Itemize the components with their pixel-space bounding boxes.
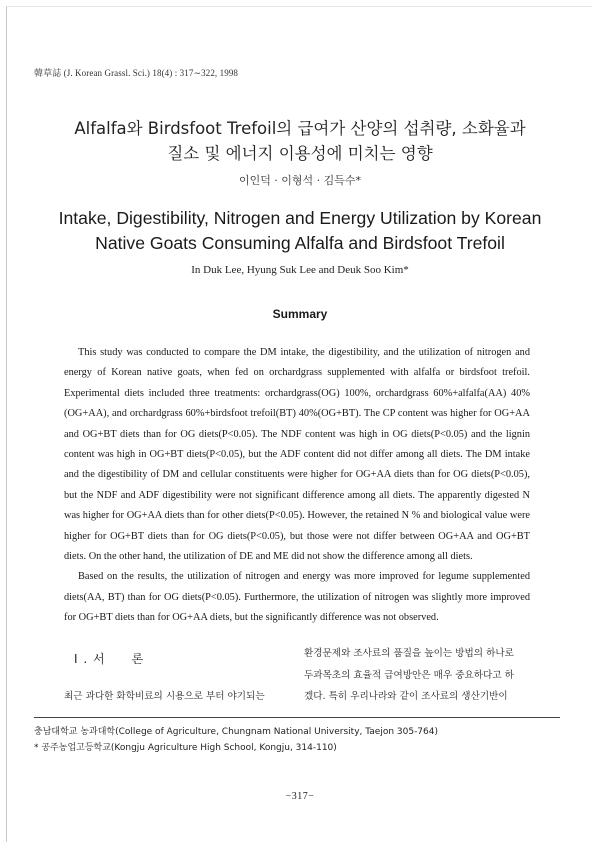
korean-title-line-1: Alfalfa와 Birdsfoot Trefoil의 급여가 산양의 섭취량, 소화율과 (74, 119, 526, 138)
english-authors: In Duk Lee, Hyung Suk Lee and Deuk Soo Kim* (191, 264, 409, 276)
section-heading-introduction (74, 650, 144, 667)
korean-authors: 이인덕 · 이형석 · 김득수* (238, 174, 362, 187)
section-title-tail: 론 (131, 652, 145, 666)
summary-abstract (64, 343, 530, 629)
body-right-line: 환경문제와 조사료의 품질을 높이는 방법의 하나로 (304, 648, 514, 659)
summary-heading: Summary (272, 307, 328, 321)
footnote-affiliation-2: * 공주농업고등학교(Kongju Agriculture High School, Kongju, 314-110) (34, 743, 337, 753)
footnote-divider (34, 717, 560, 718)
english-title-line-2: Native Goats Consuming Alfalfa and Birdsfoot Trefoil (95, 233, 505, 253)
body-right-line: 겠다. 특히 우리나라와 같이 조사료의 생산기반이 (304, 691, 508, 702)
page-number: −317− (285, 791, 315, 802)
summary-paragraph-1: This study was conducted to compare the DM intake, the digestibility, and the utilization of nitrogen and energy of Korean native goats, when fed on orchardgrass supplemented with alfalfa or birdsfoot trefoil. Experimental diets included three treatments: orchardgrass(OG) 100%, orchardgrass 60%+alfalfa(AA) 40%(OG+AA), and orchardgrass 60%+birdsfoot trefoil(BT) 40%(OG+BT). The CP content was higher for OG+AA and OG+BT diets than for OG diets(P<0.05). The NDF content was high in OG diets(P<0.05) and the lignin content was high in OG+BT diets(P<0.05), but the ADF content did not differ among all diets. The DM intake and the digestibility of DM and cellular constituents were higher for OG+AA diets than for OG diets(P<0.05), but the NDF and ADF digestibility were not significant difference among all diets. The apparently digested N was higher for OG+AA diets than for other diets(P<0.05). However, the retained N % and biological value were higher for OG+BT diets than for OG diets(P<0.05), but those were not differ between OG+AA and OG+BT diets. On the other hand, the utilization of DE and ME did not show the difference among all diets. (64, 347, 530, 563)
body-text-left-column: 최근 과다한 화학비료의 시용으로 부터 야기되는 (64, 691, 265, 702)
body-text-right-column (304, 643, 530, 708)
footnote-affiliation-1: 충남대학교 농과대학(College of Agriculture, Chungnam National University, Taejon 305-764) (34, 727, 438, 737)
section-number: I . 서 (74, 652, 106, 666)
korean-title-line-2: 질소 및 에너지 이용성에 미치는 영향 (167, 144, 433, 163)
journal-reference: 韓草誌 (J. Korean Grassl. Sci.) 18(4) : 317∼322, 1998 (34, 68, 239, 78)
english-title-line-1: Intake, Digestibility, Nitrogen and Energy Utilization by Korean (58, 208, 542, 228)
summary-paragraph-2: Based on the results, the utilization of nitrogen and energy was more improved for legume supplemented diets(AA, BT) than for OG diets(P<0.05). Furthermore, the utilization of nitrogen was slightly more improved for OG+BT diets than for OG+AA diets, but the significantly difference was not observed. (64, 571, 530, 624)
body-right-line: 두과목초의 효율적 급여방안은 매우 중요하다고 하 (304, 669, 514, 681)
